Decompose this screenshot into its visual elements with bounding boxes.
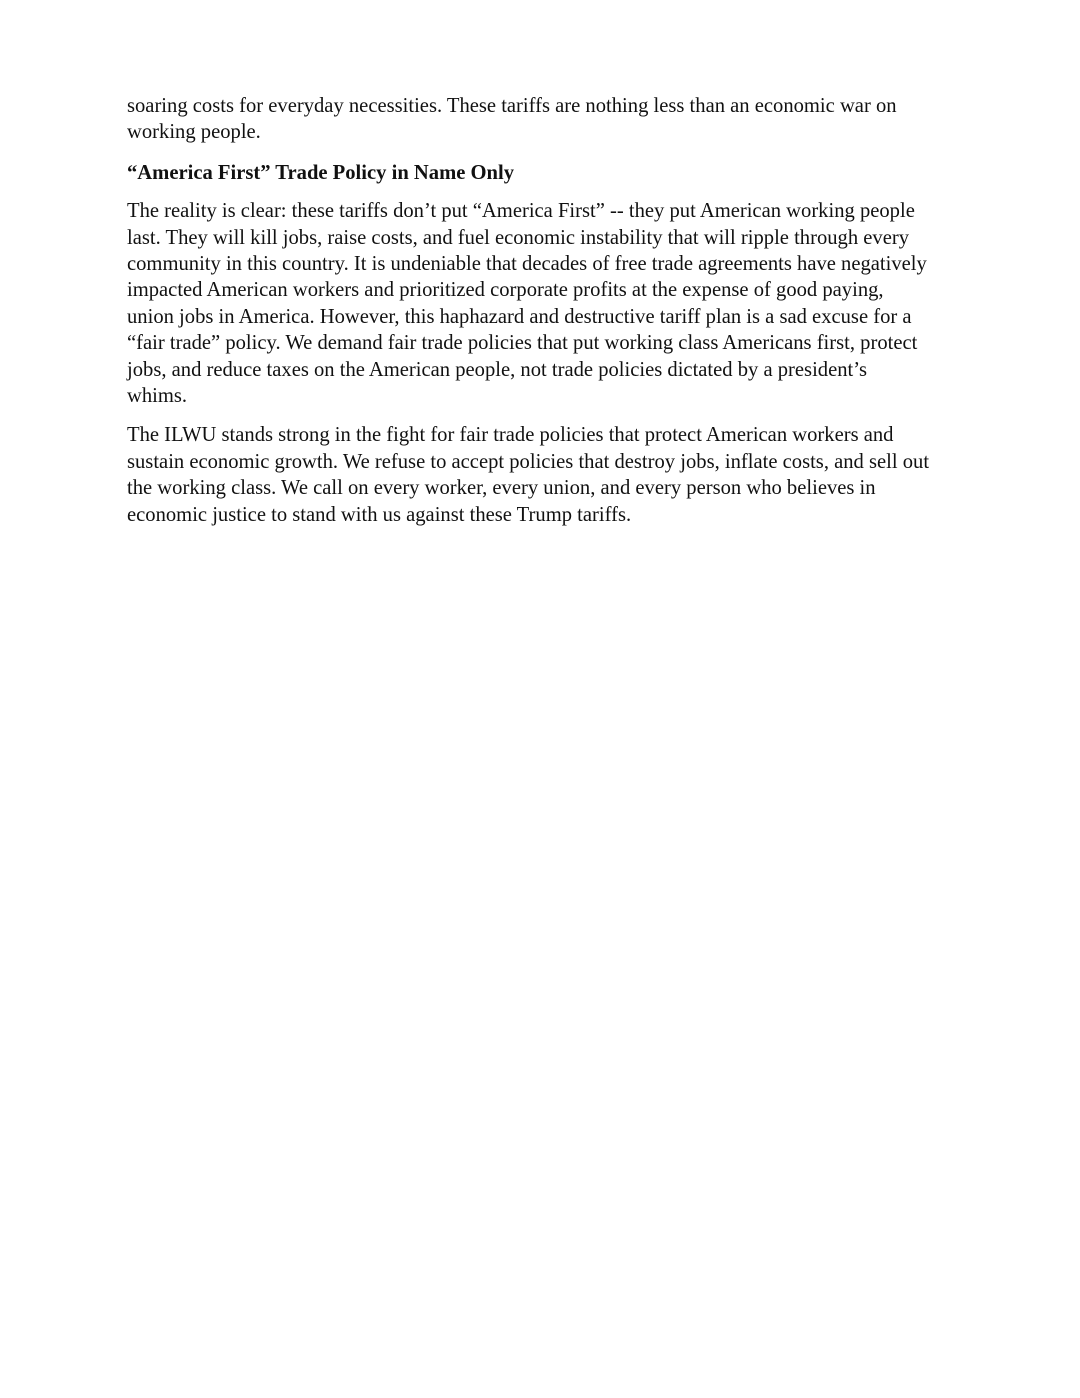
text-line: last. They will kill jobs, raise costs, and fuel economic instability that will ripple through every [127, 226, 910, 249]
text-line: community in this country. It is undeniable that decades of free trade agreements have negatively [127, 253, 927, 276]
text-line: The reality is clear: these tariffs don’t put “America First” -- they put American working people [127, 200, 915, 223]
text-line: sustain economic growth. We refuse to accept policies that destroy jobs, inflate costs, and sell out [127, 450, 930, 473]
body-paragraph-1 [127, 198, 955, 409]
text-line: the working class. We call on every worker, every union, and every person who believes in [127, 477, 876, 500]
text-line: working people. [127, 121, 261, 144]
text-line: “fair trade” policy. We demand fair trade policies that put working class Americans first, protect [127, 332, 918, 355]
document-body [127, 93, 955, 528]
text-line: whims. [127, 385, 188, 408]
text-line: jobs, and reduce taxes on the American people, not trade policies dictated by a president’s [127, 358, 867, 381]
text-line: economic justice to stand with us against these Trump tariffs. [127, 503, 632, 526]
body-paragraph-2 [127, 422, 955, 528]
text-line: The ILWU stands strong in the fight for fair trade policies that protect American workers and [127, 424, 894, 447]
text-line: soaring costs for everyday necessities. These tariffs are nothing less than an economic war on [127, 95, 897, 117]
intro-paragraph [127, 93, 955, 146]
text-line: union jobs in America. However, this haphazard and destructive tariff plan is a sad excuse for a [127, 305, 912, 328]
section-heading: “America First” Trade Policy in Name Only [127, 161, 515, 184]
text-line: impacted American workers and prioritized corporate profits at the expense of good paying, [127, 279, 884, 302]
